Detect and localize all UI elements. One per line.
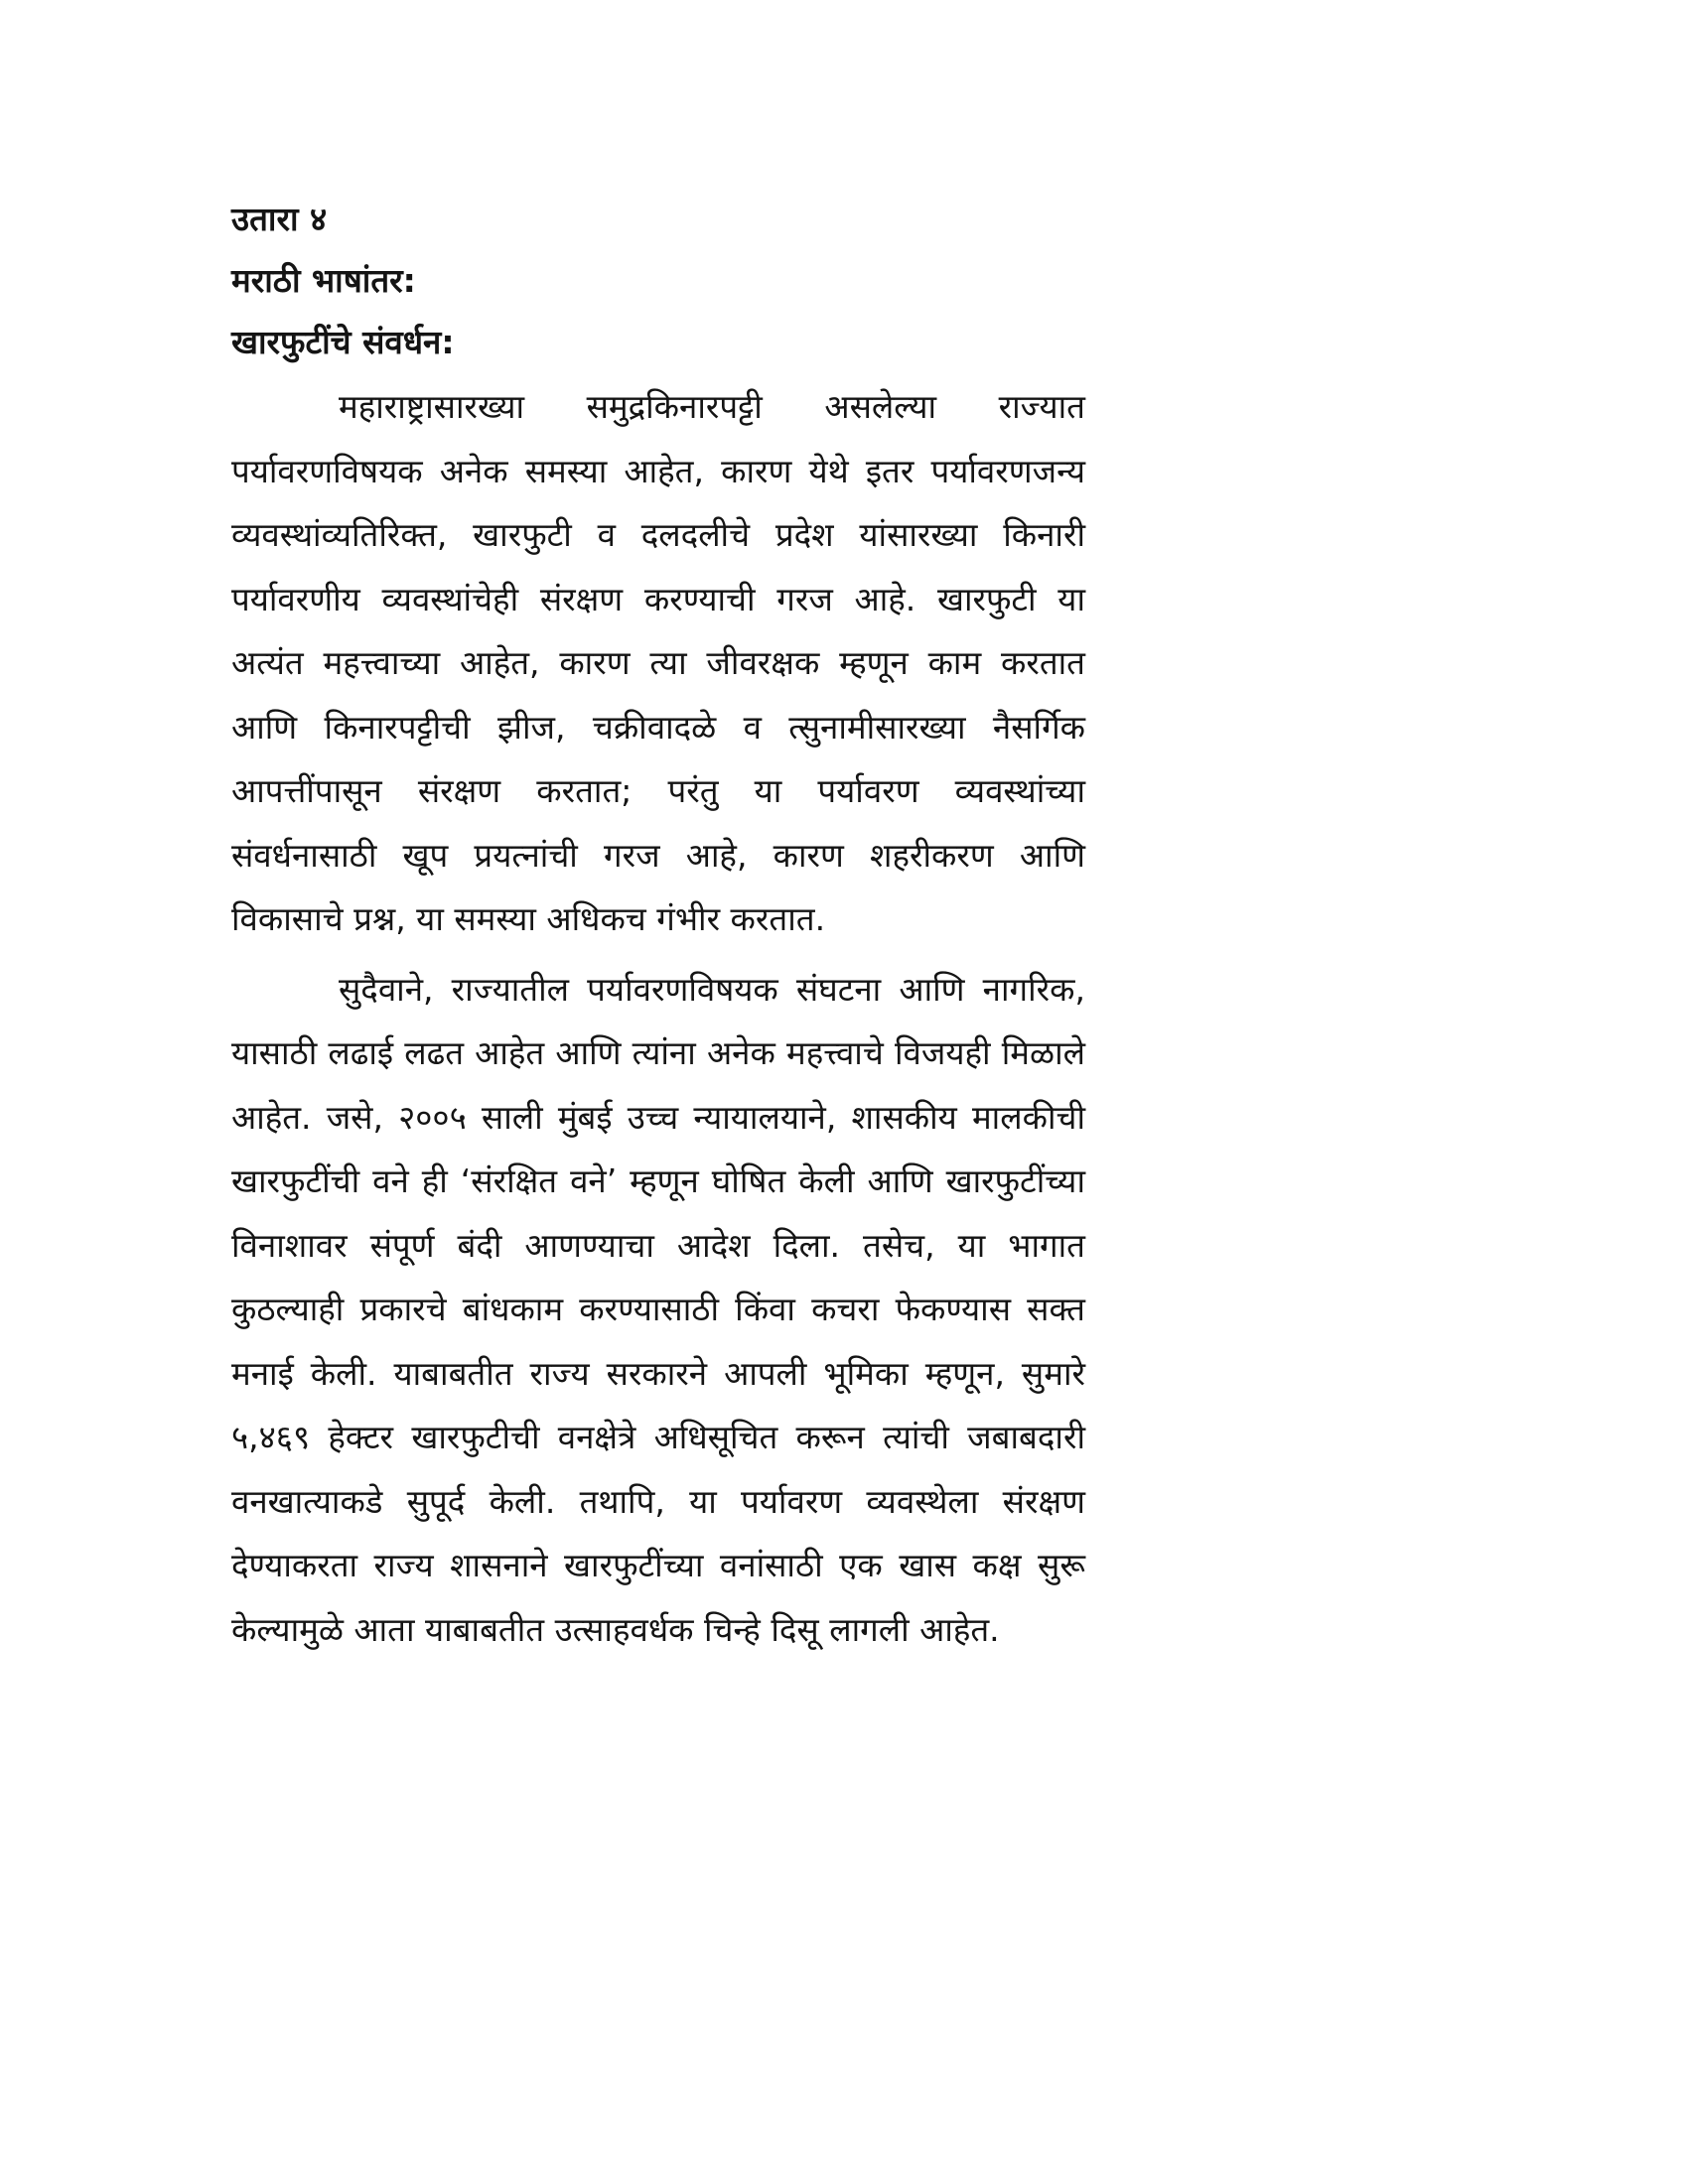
passage-label: उतारा ४ [231,200,328,238]
translation-label: मराठी भाषांतर: [231,261,416,300]
document-content [231,189,1085,1662]
body-paragraph-1: महाराष्ट्रासारख्या समुद्रकिनारपट्टी असलेल्या राज्यात पर्यावरणविषयक अनेक समस्या आहेत, कारण येथे इतर पर्यावरणजन्य व्यवस्थांव्यतिरिक्त, खारफुटी व दलदलीचे प्रदेश यांसारख्या किनारी पर्यावरणीय व्यवस्थांचेही संरक्षण करण्याची गरज आहे. खारफुटी या अत्यंत महत्त्वाच्या आहेत, कारण त्या जीवरक्षक म्हणून काम करतात आणि किनारपट्टीची झीज, चक्रीवादळे व त्सुनामीसारख्या नैसर्गिक आपत्तींपासून संरक्षण करतात; परंतु या पर्यावरण व्यवस्थांच्या संवर्धनासाठी खूप प्रयत्नांची गरज आहे, कारण शहरीकरण आणि विकासाचे प्रश्न, या समस्या अधिकच गंभीर करतात. [231,387,1085,938]
body-paragraph-2: सुदैवाने, राज्यातील पर्यावरणविषयक संघटना आणि नागरिक, यासाठी लढाई लढत आहेत आणि त्यांना अनेक महत्त्वाचे विजयही मिळाले आहेत. जसे, २००५ साली मुंबई उच्च न्यायालयाने, शासकीय मालकीची खारफुटींची वने ही ‘संरक्षित वने’ म्हणून घोषित केली आणि खारफुटींच्या विनाशावर संपूर्ण बंदी आणण्याचा आदेश दिला. तसेच, या भागात कुठल्याही प्रकारचे बांधकाम करण्यासाठी किंवा कचरा फेकण्यास सक्त मनाई केली. याबाबतीत राज्य सरकारने आपली भूमिका म्हणून, सुमारे ५,४६९ हेक्टर खारफुटीची वनक्षेत्रे अधिसूचित करून त्यांची जबाबदारी वनखात्याकडे सुपूर्द केली. तथापि, या पर्यावरण व्यवस्थेला संरक्षण देण्याकरता राज्य शासनाने खारफुटींच्या वनांसाठी एक खास कक्ष सुरू केल्यामुळे आता याबाबतीत उत्साहवर्धक चिन्हे दिसू लागली आहेत. [231,969,1085,1649]
section-title: खारफुटींचे संवर्धन: [231,323,455,361]
